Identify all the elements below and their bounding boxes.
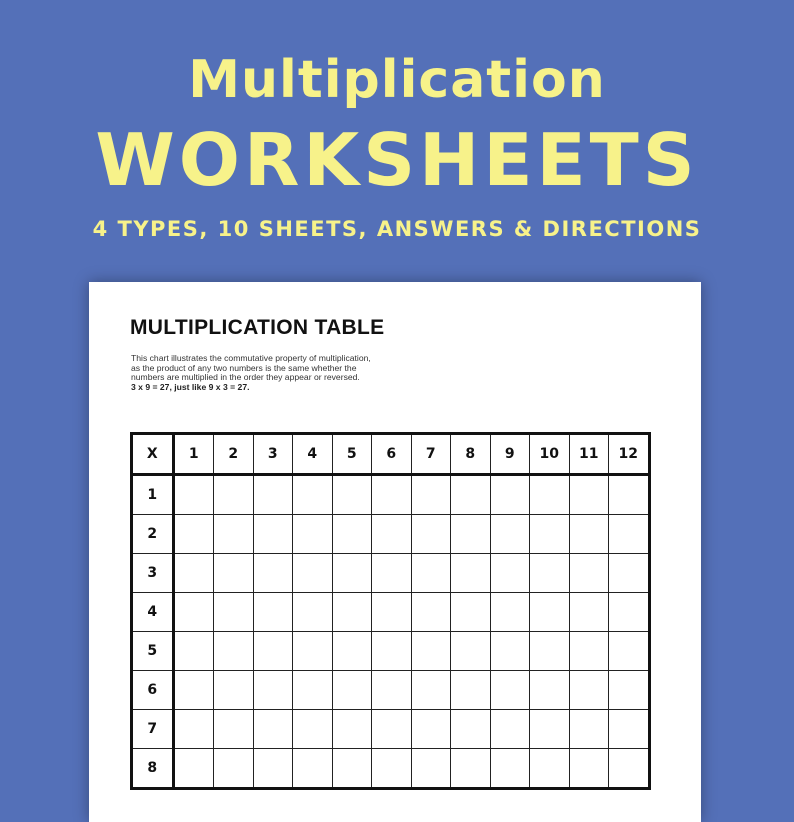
- answer-cell[interactable]: [451, 632, 491, 671]
- multiplication-grid: [130, 432, 651, 790]
- answer-cell[interactable]: [173, 671, 214, 710]
- column-header-cell: 10: [530, 434, 570, 475]
- description-line: This chart illustrates the commutative property of multiplication,: [131, 353, 371, 363]
- answer-cell[interactable]: [214, 710, 254, 749]
- answer-cell[interactable]: [173, 593, 214, 632]
- row-header-cell: 4: [132, 593, 174, 632]
- answer-cell[interactable]: [451, 749, 491, 789]
- answer-cell[interactable]: [609, 632, 650, 671]
- answer-cell[interactable]: [214, 515, 254, 554]
- answer-cell[interactable]: [569, 671, 609, 710]
- answer-cell[interactable]: [569, 710, 609, 749]
- answer-cell[interactable]: [173, 515, 214, 554]
- banner-subtitle: 4 TYPES, 10 SHEETS, ANSWERS & DIRECTIONS: [92, 217, 702, 241]
- row-header-cell: 8: [132, 749, 174, 789]
- row-header-cell: 6: [132, 671, 174, 710]
- table-row: [132, 554, 650, 593]
- answer-cell[interactable]: [490, 515, 530, 554]
- banner-title-line2: WORKSHEETS: [95, 118, 699, 202]
- worksheet-description: [131, 354, 431, 392]
- answer-cell[interactable]: [332, 749, 372, 789]
- answer-cell[interactable]: [293, 554, 333, 593]
- answer-cell[interactable]: [569, 749, 609, 789]
- column-header-cell: 7: [411, 434, 451, 475]
- answer-cell[interactable]: [372, 475, 412, 515]
- answer-cell[interactable]: [451, 515, 491, 554]
- answer-cell[interactable]: [411, 554, 451, 593]
- answer-cell[interactable]: [332, 710, 372, 749]
- answer-cell[interactable]: [253, 515, 293, 554]
- answer-cell[interactable]: [530, 671, 570, 710]
- answer-cell[interactable]: [372, 632, 412, 671]
- answer-cell[interactable]: [569, 515, 609, 554]
- column-header-cell: 8: [451, 434, 491, 475]
- answer-cell[interactable]: [411, 632, 451, 671]
- answer-cell[interactable]: [530, 475, 570, 515]
- answer-cell[interactable]: [372, 593, 412, 632]
- answer-cell[interactable]: [253, 593, 293, 632]
- answer-cell[interactable]: [332, 475, 372, 515]
- answer-cell[interactable]: [411, 515, 451, 554]
- column-header-cell: 2: [214, 434, 254, 475]
- answer-cell[interactable]: [411, 710, 451, 749]
- answer-cell[interactable]: [293, 475, 333, 515]
- answer-cell[interactable]: [609, 671, 650, 710]
- table-row: [132, 475, 650, 515]
- table-row: [132, 671, 650, 710]
- answer-cell[interactable]: [214, 593, 254, 632]
- column-header-cell: 9: [490, 434, 530, 475]
- answer-cell[interactable]: [372, 554, 412, 593]
- answer-cell[interactable]: [530, 554, 570, 593]
- column-header-cell: 5: [332, 434, 372, 475]
- answer-cell[interactable]: [411, 593, 451, 632]
- answer-cell[interactable]: [490, 749, 530, 789]
- answer-cell[interactable]: [372, 515, 412, 554]
- answer-cell[interactable]: [293, 515, 333, 554]
- answer-cell[interactable]: [214, 671, 254, 710]
- answer-cell[interactable]: [332, 554, 372, 593]
- answer-cell[interactable]: [253, 475, 293, 515]
- description-example: 3 x 9 = 27, just like 9 x 3 = 27.: [131, 381, 250, 392]
- row-header-cell: 1: [132, 475, 174, 515]
- worksheet-page: [89, 282, 701, 822]
- answer-cell[interactable]: [214, 749, 254, 789]
- answer-cell[interactable]: [173, 632, 214, 671]
- description-line: numbers are multiplied in the order they appear or reversed.: [131, 372, 360, 383]
- answer-cell[interactable]: [214, 632, 254, 671]
- row-header-cell: 2: [132, 515, 174, 554]
- column-header-cell: 1: [173, 434, 214, 475]
- answer-cell[interactable]: [490, 671, 530, 710]
- answer-cell[interactable]: [451, 593, 491, 632]
- table-corner-cell: X: [132, 434, 174, 475]
- answer-cell[interactable]: [530, 515, 570, 554]
- answer-cell[interactable]: [490, 632, 530, 671]
- answer-cell[interactable]: [569, 593, 609, 632]
- answer-cell[interactable]: [451, 554, 491, 593]
- answer-cell[interactable]: [293, 671, 333, 710]
- banner-title-line1: Multiplication: [188, 50, 606, 110]
- answer-cell[interactable]: [253, 671, 293, 710]
- answer-cell[interactable]: [451, 475, 491, 515]
- answer-cell[interactable]: [451, 710, 491, 749]
- answer-cell[interactable]: [530, 632, 570, 671]
- answer-cell[interactable]: [530, 749, 570, 789]
- answer-cell[interactable]: [411, 475, 451, 515]
- column-header-cell: 6: [372, 434, 412, 475]
- answer-cell[interactable]: [332, 515, 372, 554]
- answer-cell[interactable]: [214, 554, 254, 593]
- answer-cell[interactable]: [214, 475, 254, 515]
- answer-cell[interactable]: [569, 554, 609, 593]
- row-header-cell: 7: [132, 710, 174, 749]
- answer-cell[interactable]: [609, 710, 650, 749]
- column-header-cell: 11: [569, 434, 609, 475]
- row-header-cell: 3: [132, 554, 174, 593]
- answer-cell[interactable]: [609, 593, 650, 632]
- column-header-cell: 12: [609, 434, 650, 475]
- answer-cell[interactable]: [372, 749, 412, 789]
- multiplication-table: [130, 432, 651, 790]
- answer-cell[interactable]: [490, 593, 530, 632]
- answer-cell[interactable]: [530, 593, 570, 632]
- answer-cell[interactable]: [332, 632, 372, 671]
- table-row: [132, 593, 650, 632]
- answer-cell[interactable]: [411, 671, 451, 710]
- column-header-cell: 3: [253, 434, 293, 475]
- answer-cell[interactable]: [173, 554, 214, 593]
- answer-cell[interactable]: [332, 593, 372, 632]
- worksheet-title: MULTIPLICATION TABLE: [130, 316, 385, 339]
- table-row: [132, 710, 650, 749]
- answer-cell[interactable]: [332, 671, 372, 710]
- answer-cell[interactable]: [253, 710, 293, 749]
- answer-cell[interactable]: [293, 632, 333, 671]
- answer-cell[interactable]: [609, 475, 650, 515]
- answer-cell[interactable]: [609, 749, 650, 789]
- answer-cell[interactable]: [372, 710, 412, 749]
- answer-cell[interactable]: [490, 710, 530, 749]
- answer-cell[interactable]: [609, 554, 650, 593]
- answer-cell[interactable]: [253, 632, 293, 671]
- answer-cell[interactable]: [411, 749, 451, 789]
- column-header-cell: 4: [293, 434, 333, 475]
- answer-cell[interactable]: [569, 632, 609, 671]
- row-header-cell: 5: [132, 632, 174, 671]
- answer-cell[interactable]: [293, 593, 333, 632]
- table-row: [132, 515, 650, 554]
- answer-cell[interactable]: [173, 710, 214, 749]
- table-row: [132, 632, 650, 671]
- table-row: [132, 749, 650, 789]
- answer-cell[interactable]: [490, 475, 530, 515]
- answer-cell[interactable]: [253, 554, 293, 593]
- answer-cell[interactable]: [569, 475, 609, 515]
- answer-cell[interactable]: [372, 671, 412, 710]
- table-header-row: [132, 434, 650, 475]
- answer-cell[interactable]: [609, 515, 650, 554]
- answer-cell[interactable]: [173, 475, 214, 515]
- answer-cell[interactable]: [253, 749, 293, 789]
- description-line: as the product of any two numbers is the same whether the: [131, 362, 357, 373]
- answer-cell[interactable]: [293, 749, 333, 789]
- answer-cell[interactable]: [293, 710, 333, 749]
- answer-cell[interactable]: [530, 710, 570, 749]
- answer-cell[interactable]: [451, 671, 491, 710]
- answer-cell[interactable]: [173, 749, 214, 789]
- answer-cell[interactable]: [490, 554, 530, 593]
